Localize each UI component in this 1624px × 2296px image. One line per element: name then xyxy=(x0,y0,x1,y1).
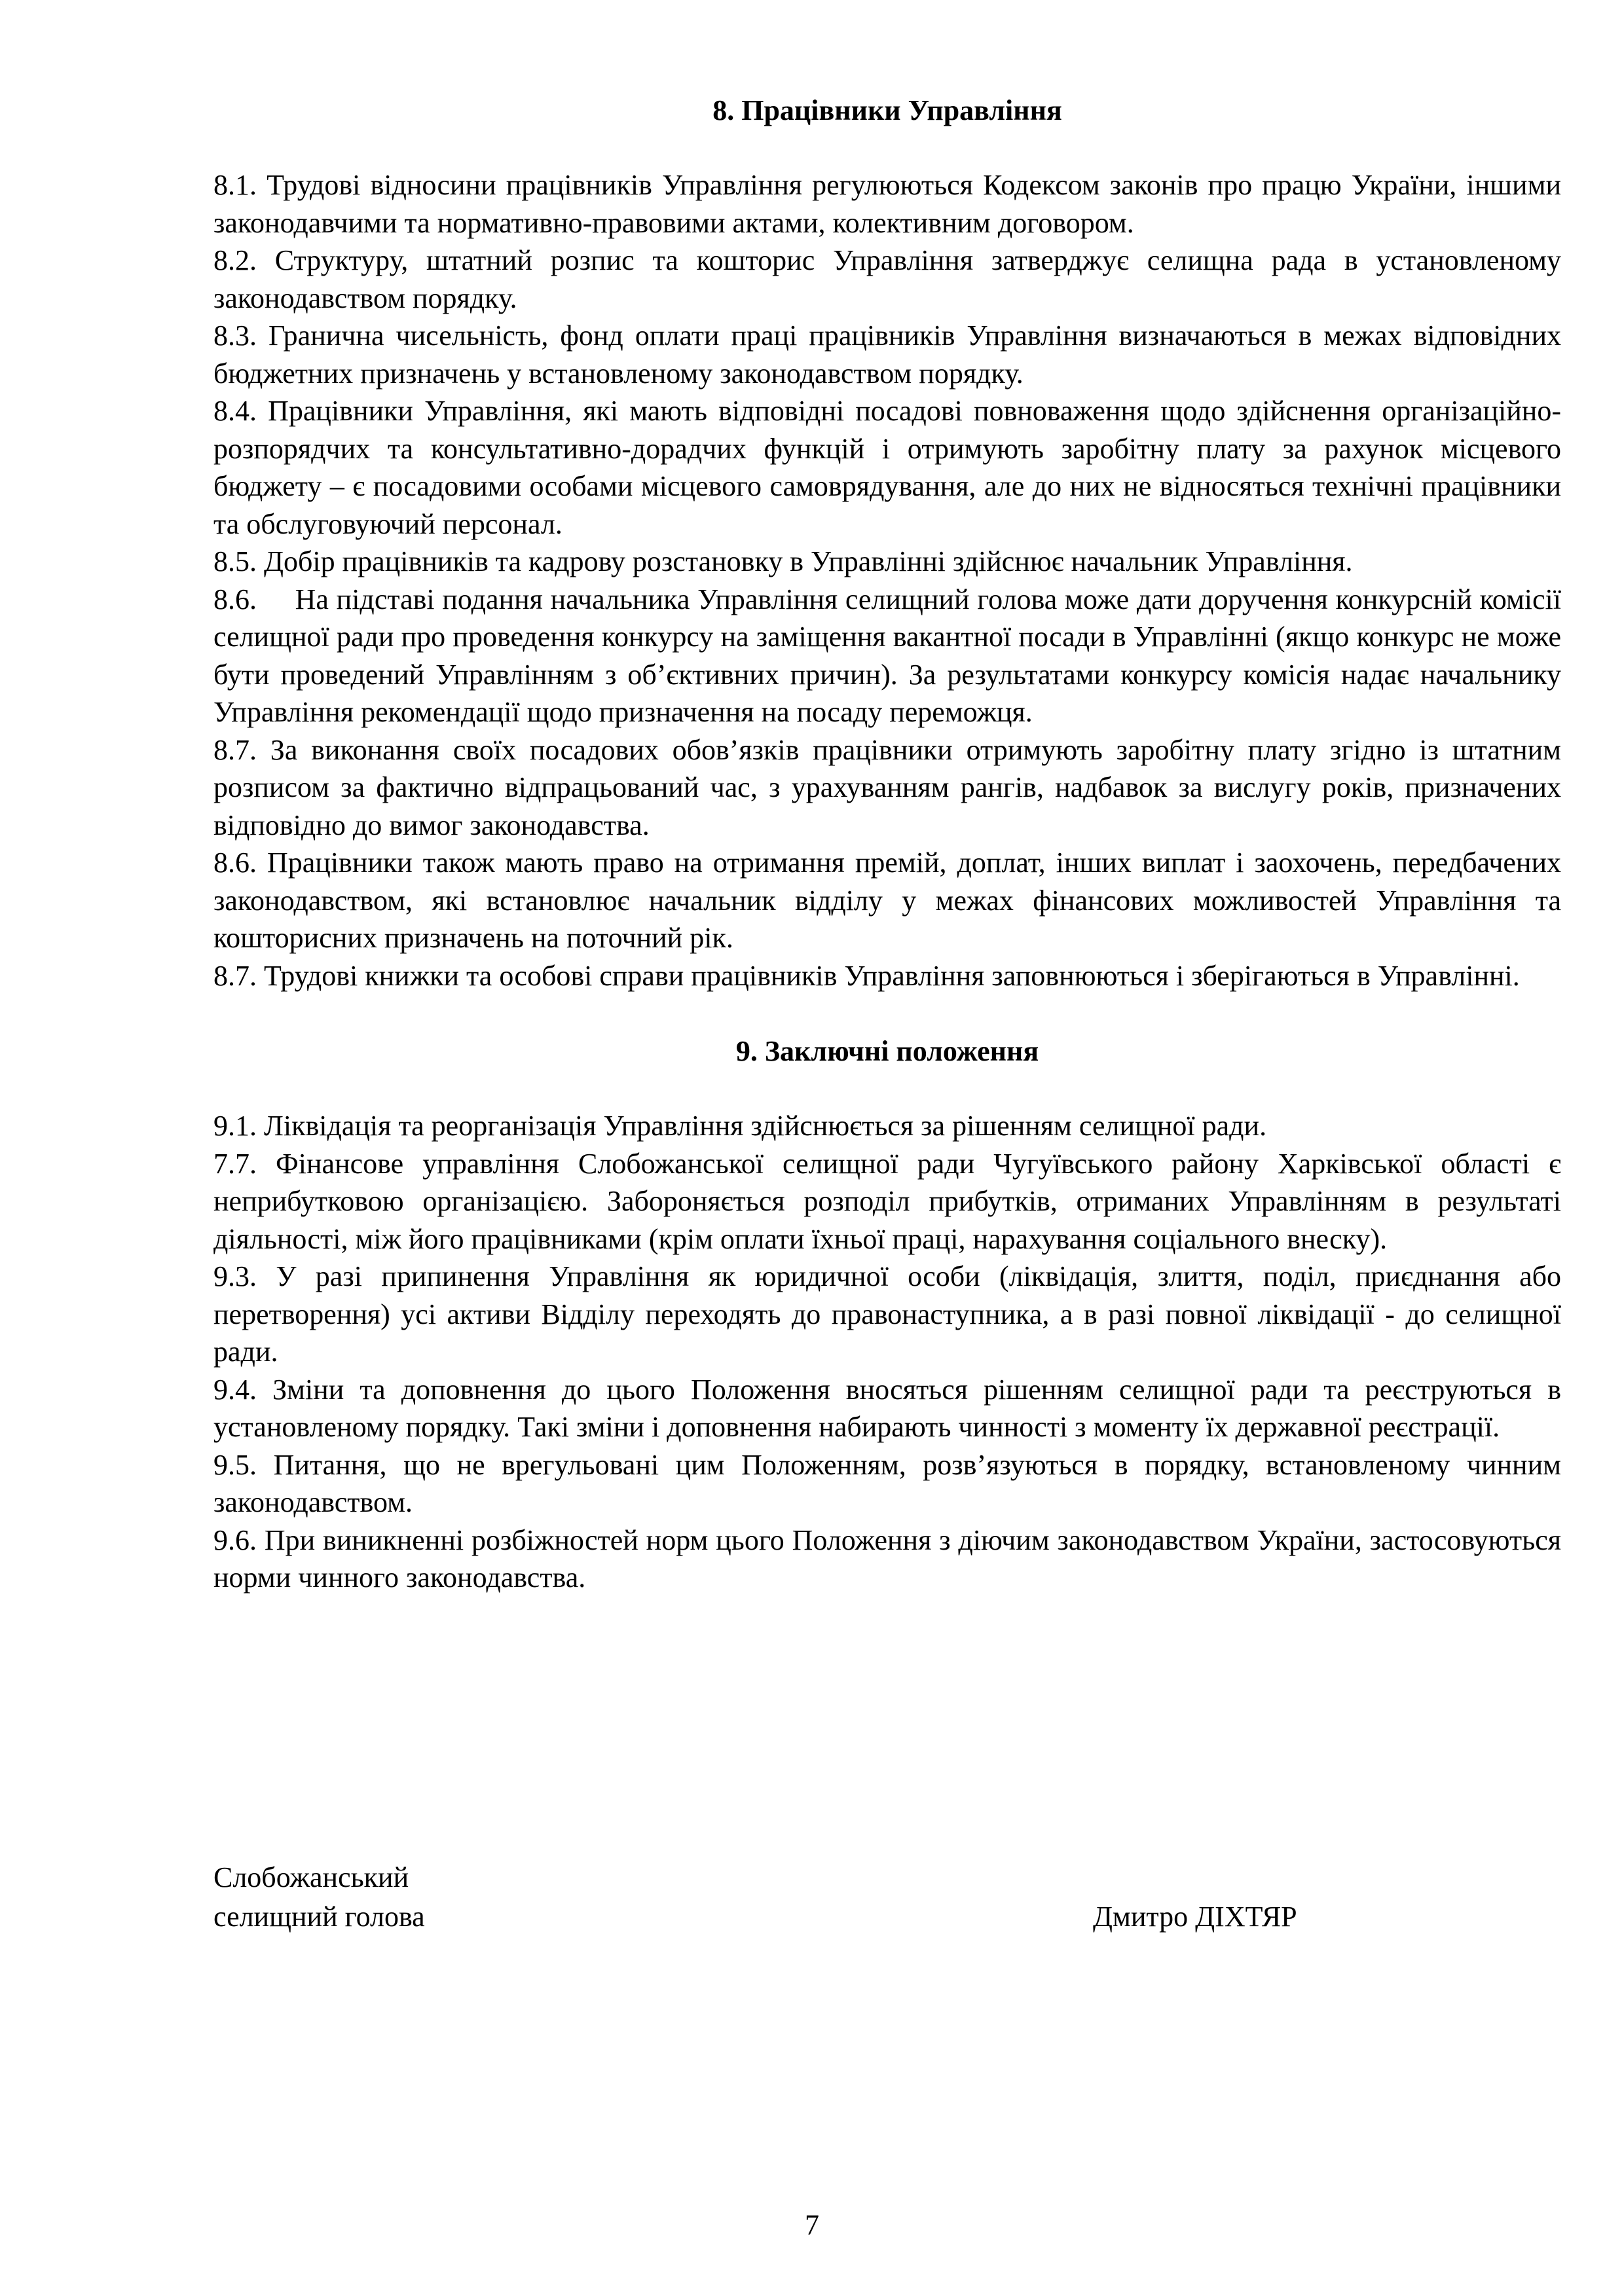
paragraph-8-1: 8.1. Трудові відносини працівників Управління регулюються Кодексом законів про працю України, іншими законодавчими та нормативно-правовими актами, колективним договором. xyxy=(213,169,1561,239)
paragraph-9-4: 9.4. Зміни та доповнення до цього Положення вносяться рішенням селищної ради та реєструються в установленому порядку. Такі зміни і доповнення набирають чинності з моменту їх державної реєстрації. xyxy=(213,1373,1561,1443)
paragraph-8-5: 8.5. Добір працівників та кадрову розстановку в Управлінні здійснює начальник Управління. xyxy=(213,545,1353,577)
signatory-position xyxy=(213,1858,425,1937)
paragraph-9-1: 9.1. Ліквідація та реорганізація Управління здійснюється за рішенням селищної ради. xyxy=(213,1110,1267,1142)
paragraph-8-3: 8.3. Гранична чисельність, фонд оплати праці працівників Управління визначаються в межах відповідних бюджетних призначень у встановленому законодавством порядку. xyxy=(213,319,1561,390)
paragraph-8-6-b: 8.6. Працівники також мають право на отримання премій, доплат, інших виплат і заохочень, передбачених законодавством, які встановлює начальник відділу у межах фінансових можливостей Управління та кошторисних призначень на поточний рік. xyxy=(213,847,1561,954)
paragraph-8-7: 8.7. За виконання своїх посадових обов’язків працівники отримують заробітну плату згідно із штатним розписом за фактично відпрацьований час, з урахуванням рангів, надбавок за вислугу років, призначених відповідно до вимог законодавства. xyxy=(213,733,1561,841)
paragraph-9-3: 9.3. У разі припинення Управління як юридичної особи (ліквідація, злиття, поділ, приєднання або перетворення) усі активи Відділу переходять до правонаступника, а в разі повної ліквідації - до селищної ради. xyxy=(213,1260,1561,1368)
paragraph-7-7: 7.7. Фінансове управління Слобожанської селищної ради Чугуївського району Харківської області є неприбутковою організацією. Забороняється розподіл прибутків, отриманих Управлінням в результаті діяльності, між його працівниками (крім оплати їхньої праці, нарахування соціального внеску). xyxy=(213,1147,1561,1255)
paragraph-9-5: 9.5. Питання, що не врегульовані цим Положенням, розв’язуються в порядку, встановленому чинним законодавством. xyxy=(213,1448,1561,1518)
page-number: 7 xyxy=(805,2209,819,2241)
section-8-title: 8. Працівники Управління xyxy=(712,94,1062,126)
paragraph-8-4: 8.4. Працівники Управління, які мають відповідні посадові повноваження щодо здійснення організаційно-розпорядчих та консультативно-дорадчих функцій і отримують заробітну плату за рахунок місцевого бюджету – є посадовими особами місцевого самоврядування, але до них не відносяться технічні працівники та обслуговуючий персонал. xyxy=(213,395,1561,540)
signatory-position-line-2: селищний голова xyxy=(213,1901,425,1933)
section-9-title: 9. Заключні положення xyxy=(735,1035,1039,1067)
document-body xyxy=(213,92,1568,1597)
paragraph-8-2: 8.2. Структуру, штатний розпис та кошторис Управління затверджує селищна рада в установленому законодавством порядку. xyxy=(213,244,1561,314)
paragraph-8-7-b: 8.7. Трудові книжки та особові справи працівників Управління заповнюються і зберігаються в Управлінні. xyxy=(213,959,1520,992)
signatory-position-line-1: Слобожанський xyxy=(213,1861,409,1893)
paragraph-9-6: 9.6. При виникненні розбіжностей норм цього Положення з діючим законодавством України, застосовуються норми чинного законодавства. xyxy=(213,1523,1561,1594)
signatory-name: Дмитро ДІХТЯР xyxy=(1093,1901,1297,1933)
paragraph-8-6: 8.6. На підставі подання начальника Управління селищний голова може дати доручення конкурсній комісії селищної ради про проведення конкурсу на заміщення вакантної посади в Управлінні (якщо конкурс не може бути проведений Управлінням з об’єктивних причин). За результатами конкурсу комісія надає начальнику Управління рекомендації щодо призначення на посаду переможця. xyxy=(213,583,1568,728)
